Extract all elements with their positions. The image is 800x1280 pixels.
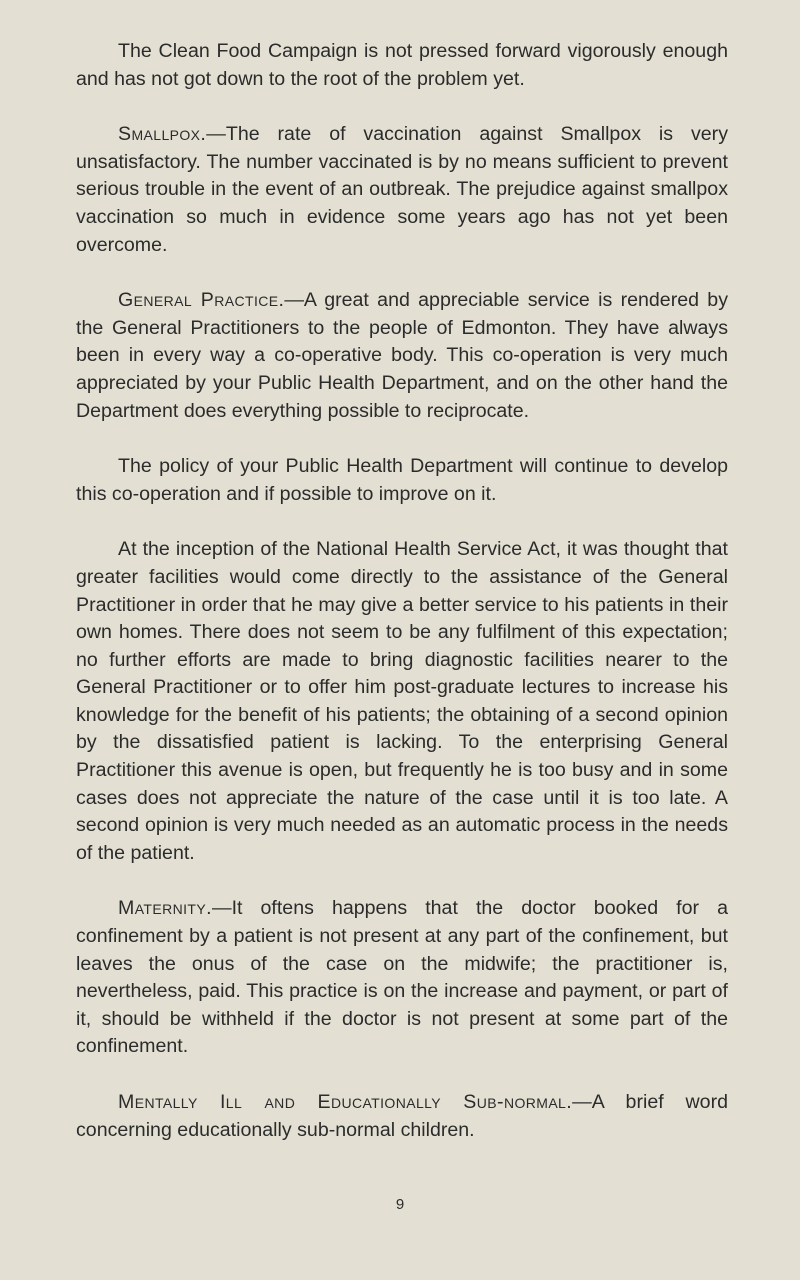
paragraph-policy xyxy=(76,453,728,508)
page-number: 9 xyxy=(395,1196,405,1213)
document-page xyxy=(76,38,728,1170)
paragraph-text: The Clean Food Campaign is not pressed forward vigorously enough and has not got down to the root of the problem yet. xyxy=(76,40,728,90)
paragraph-text: The policy of your Public Health Department will continue to develop this co-operation and if possible to improve on it. xyxy=(76,455,728,505)
paragraph-text: —The rate of vaccination against Smallpox is very unsatisfactory. The number vaccinated is by no means sufficient to prevent serious trouble in the event of an outbreak. The prejudice against smallpox vaccination so much in evidence some years ago has not yet been overcome. xyxy=(76,123,728,256)
paragraph-nhs-act xyxy=(76,536,728,867)
section-heading-smallpox: Smallpox. xyxy=(118,123,207,146)
paragraph-general-practice xyxy=(76,287,728,425)
paragraph-maternity xyxy=(76,895,728,1061)
section-heading-general-practice: General Practice. xyxy=(118,289,285,312)
paragraph-text: —A great and appreciable service is rendered by the General Practitioners to the people of Edmonton. They have always been in every way a co-operative body. This co-operation is very much appreciated by your Public Health Department, and on the other hand the Department does everything possible to reciprocate. xyxy=(76,289,729,422)
paragraph-mentally-ill xyxy=(76,1089,728,1144)
section-heading-maternity: Maternity. xyxy=(118,897,212,920)
paragraph-text: —A brief word concerning educationally sub-normal children. xyxy=(76,1091,729,1141)
paragraph-clean-food xyxy=(76,38,728,93)
paragraph-text: At the inception of the National Health Service Act, it was thought that greater facilities would come directly to the assistance of the General Practitioner in order that he may give a better service to his patients in their own homes. There does not seem to be any fulfilment of this expectation; no further efforts are made to bring diagnostic facilities nearer to the General Practitioner or to offer him post-graduate lectures to increase his knowledge for the benefit of his patients; the obtaining of a second opinion by the dissatisfied patient is lacking. To the enterprising General Practitioner this avenue is open, but frequently he is too busy and in some cases does not appreciate the nature of the case until it is too late. A second opinion is very much needed as an automatic process in the needs of the patient. xyxy=(76,538,728,864)
paragraph-text: —It oftens happens that the doctor booked for a confinement by a patient is not present at any part of the confinement, but leaves the onus of the case on the midwife; the practitioner is, nevertheless, paid. This practice is on the increase and payment, or part of it, should be withheld if the doctor is not present at some part of the confinement. xyxy=(76,897,728,1058)
paragraph-smallpox xyxy=(76,121,728,259)
section-heading-mentally-ill: Mentally Ill and Educationally Sub-normal. xyxy=(118,1091,573,1113)
